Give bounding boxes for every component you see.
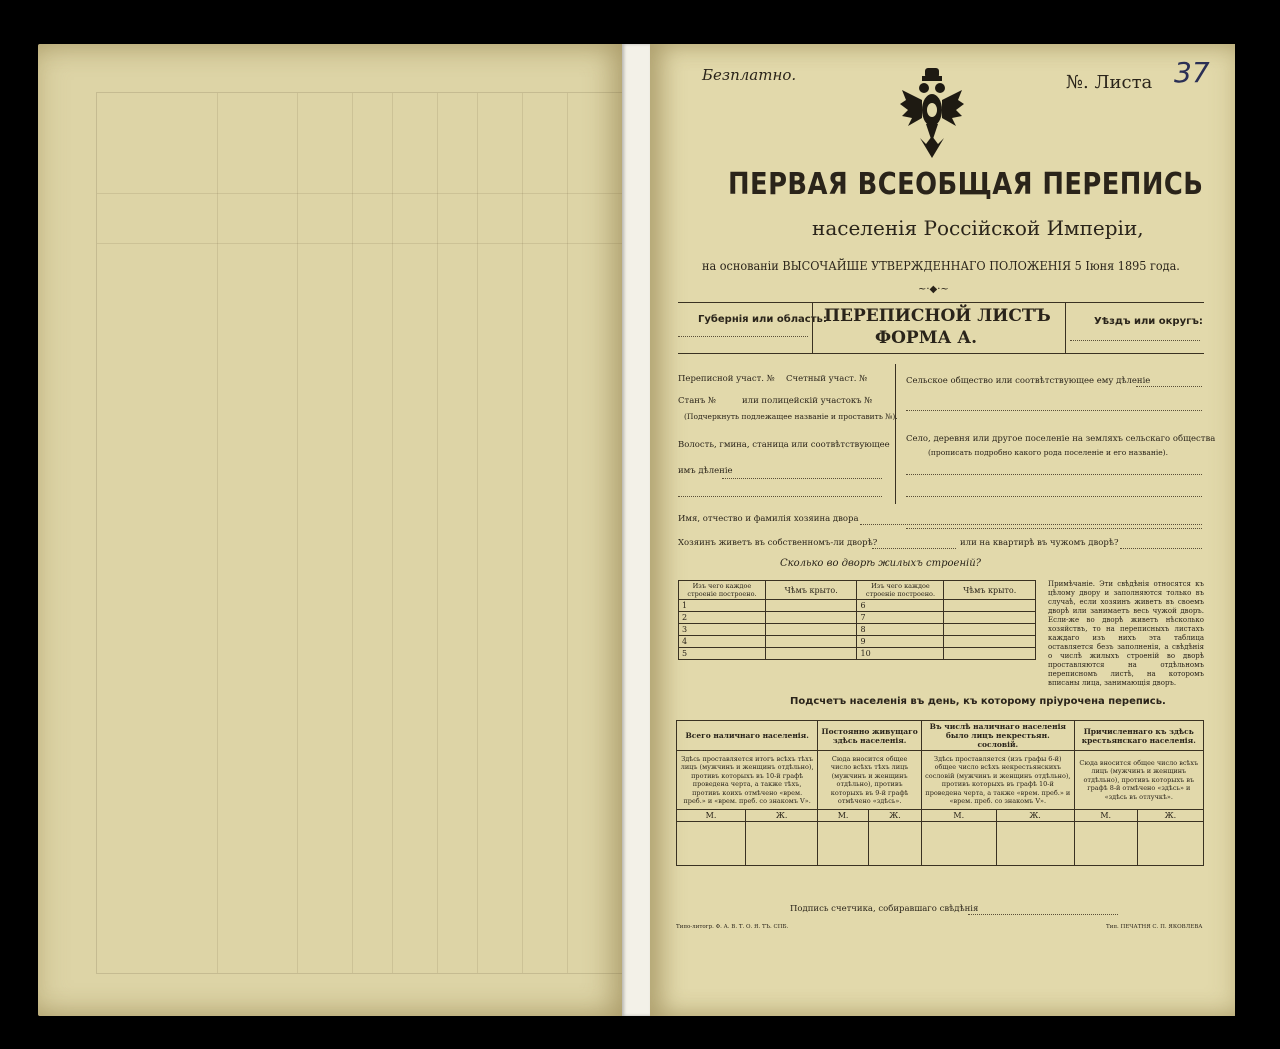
buildings-row: 10	[857, 648, 944, 660]
left-page	[38, 44, 628, 1016]
sheet-number-handwritten: 37	[1174, 56, 1210, 89]
buildings-col-roof: Чѣмъ крыто.	[765, 581, 857, 600]
form-sheet-title: ПЕРЕПИСНОЙ ЛИСТЪ	[824, 306, 1051, 326]
buildings-row: 9	[857, 636, 944, 648]
buildings-col-material: Изъ чего каждое строеніе построено.	[679, 581, 766, 600]
printer-footer-left: Типо-литогр. Ф. А. В. Т. О. Я. ТЪ. СПБ.	[676, 924, 789, 930]
district-label: Переписной участ. №	[678, 374, 775, 384]
counting-label: Счетный участ. №	[786, 374, 868, 384]
buildings-row: 2	[679, 612, 766, 624]
village-note: (прописать подробно какого рода поселеніе и его названіе).	[928, 448, 1168, 457]
village-label: Село, деревня или другое поселеніе на земляхъ сельскаго общества	[906, 434, 1216, 444]
buildings-question: Сколько во дворѣ жилыхъ строеній?	[780, 558, 982, 569]
owner-lives-label: Хозяинъ живетъ въ собственномъ-ли дворѣ?	[678, 538, 878, 548]
printer-footer-right: Тип. ПЕЧАТНЯ С. П. ЯКОВЛЕВА	[1106, 924, 1203, 930]
binding-spine-strip	[622, 44, 650, 1016]
count-desc-present: Здѣсь проставляется итогъ всѣхъ тѣхъ лицъ (мужчинъ и женщинъ отдѣльно), противъ которыхъ въ 10-й графѣ проведена черта, а также тѣхъ, противъ коихъ отмѣчено «врем. преб.» и «врем. преб. со знакомъ V».	[677, 751, 818, 810]
census-basis-line: на основаніи ВЫСОЧАЙШЕ УТВЕРЖДЕННАГО ПОЛОЖЕНІЯ 5 Іюня 1895 года.	[702, 258, 1180, 273]
buildings-row: 4	[679, 636, 766, 648]
buildings-row: 7	[857, 612, 944, 624]
buildings-row: 8	[857, 624, 944, 636]
imperial-eagle-emblem	[900, 66, 964, 160]
count-title: Подсчетъ населенія въ день, къ которому пріурочена перепись.	[790, 696, 1166, 707]
count-m: М.	[1074, 810, 1137, 822]
census-main-title: ПЕРВАЯ ВСЕОБЩАЯ ПЕРЕПИСЬ	[728, 167, 1204, 202]
count-header-non-peasant: Въ числѣ наличнаго населенія было лицъ некрестьян. сословій.	[922, 721, 1075, 751]
count-m: М.	[922, 810, 997, 822]
count-zh: Ж.	[996, 810, 1074, 822]
census-subtitle: населенія Россійской Имперіи,	[812, 216, 1144, 240]
population-count-table	[676, 720, 1204, 866]
count-desc-non-peasant: Здѣсь проставляется (изъ графы 6-й) общее число всѣхъ некрестьянскихъ сословій (мужчинъ и женщинъ отдѣльно), противъ которыхъ въ графѣ 10-й проведена черта, а также «врем. преб.» и «врем. преб. со знакомъ V».	[922, 751, 1075, 810]
volost-label: Волость, гмина, станица или соотвѣтствующее	[678, 440, 890, 450]
buildings-row: 1	[679, 600, 766, 612]
guberniya-label: Губернія или область:	[698, 314, 827, 325]
count-desc-peasant: Сюда вносится общее число всѣхъ лицъ (мужчинъ и женщинъ отдѣльно), противъ которыхъ въ графѣ 8-й отмѣчено «здѣсь» и «здѣсь въ отлучкѣ».	[1074, 751, 1203, 810]
count-header-permanent: Постоянно живущаго здѣсь населенія.	[818, 721, 922, 751]
left-page-faded-table	[96, 92, 623, 974]
owner-rent-label: или на квартирѣ въ чужомъ дворѣ?	[960, 538, 1119, 548]
sheet-number-label: №. Листа	[1066, 72, 1153, 93]
count-zh: Ж.	[868, 810, 921, 822]
buildings-col-material-2: Изъ чего каждое строеніе построено.	[857, 581, 944, 600]
census-form-page	[650, 44, 1235, 1016]
buildings-col-roof-2: Чѣмъ крыто.	[944, 581, 1036, 600]
uezd-label: Уѣздъ или округъ:	[1094, 316, 1203, 327]
count-zh: Ж.	[1137, 810, 1203, 822]
society-label: Сельское общество или соотвѣтствующее ему дѣленіе	[906, 376, 1151, 386]
underline-note: (Подчеркнуть подлежащее названіе и проставить №).	[684, 412, 898, 421]
count-header-present: Всего наличнаго населенія.	[677, 721, 818, 751]
count-zh: Ж.	[746, 810, 818, 822]
volost-label-2: имъ дѣленіе	[678, 466, 733, 476]
buildings-row: 5	[679, 648, 766, 660]
stan-label: Станъ №	[678, 396, 717, 406]
count-m: М.	[818, 810, 869, 822]
signature-label: Подпись счетчика, собиравшаго свѣдѣнія	[790, 904, 979, 914]
buildings-row: 6	[857, 600, 944, 612]
ornament-divider: ~·◆·~	[918, 284, 949, 295]
buildings-note: Примѣчаніе. Эти свѣдѣнія относятся къ цѣлому двору и заполняются только въ случаѣ, если хозяинъ живетъ въ своемъ дворѣ или занимаетъ весь чужой дворъ. Если-же во дворѣ живетъ нѣсколько хозяйствъ, то на переписныхъ листахъ каждаго изъ нихъ эта таблица оставляется безъ заполненія, а свѣдѣнія о числѣ жилыхъ строеній во дворѣ проставляются на отдѣльномъ переписномъ листѣ, на которомъ вписаны лица, занимающія дворъ.	[1048, 580, 1204, 687]
owner-name-label: Имя, отчество и фамилія хозяина двора	[678, 514, 859, 524]
buildings-row: 3	[679, 624, 766, 636]
free-label: Безплатно.	[702, 66, 797, 84]
count-header-peasant: Причисленнаго къ здѣсь крестьянскаго населенія.	[1074, 721, 1203, 751]
count-m: М.	[677, 810, 746, 822]
form-a-label: ФОРМА А.	[875, 328, 978, 348]
buildings-table	[678, 580, 1036, 660]
count-desc-permanent: Сюда вносится общее число всѣхъ тѣхъ лицъ (мужчинъ и женщинъ отдѣльно), противъ которыхъ въ 9-й графѣ отмѣчено «здѣсь».	[818, 751, 922, 810]
police-label: или полицейскій участокъ №	[742, 396, 873, 406]
